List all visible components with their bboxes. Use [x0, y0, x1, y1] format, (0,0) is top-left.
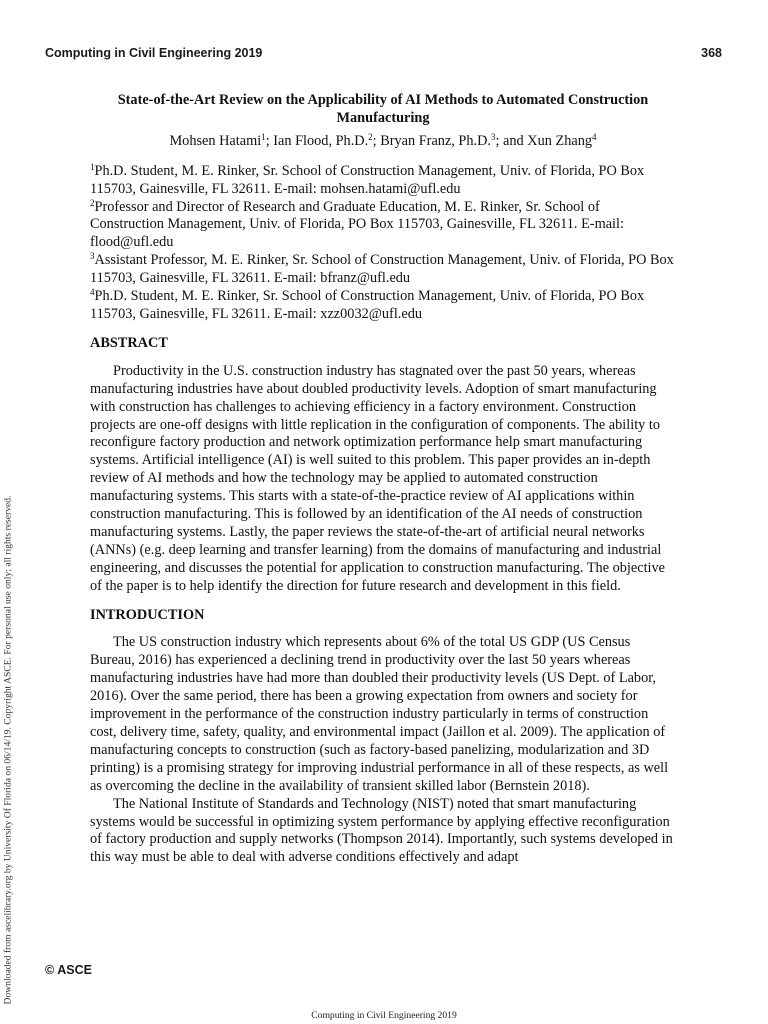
copyright-mark: © ASCE — [45, 963, 92, 977]
affiliation-sup: 3 — [90, 251, 95, 262]
affiliation-text: Assistant Professor, M. E. Rinker, Sr. School of Construction Management, Univ. of Florida, PO Box 115703, Gainesville, FL 32611. E-mail: bfranz@ufl.edu — [90, 252, 674, 287]
introduction-heading: INTRODUCTION — [90, 606, 205, 623]
abstract-paragraph: Productivity in the U.S. construction industry has stagnated over the past 50 years, whereas manufacturing industries have about doubled productivity levels. Adoption of smart manufacturing with construction has challenges to achieving efficiency in a factory environment. Construction projects are one-off designs with little replication in the configuration of components. The ability to reconfigure factory production and network optimization performance help smart manufacturing systems. Artificial intelligence (AI) is well suited to this problem. This paper provides an in-depth review of AI methods and how the technology may be applied to automated construction manufacturing systems. This starts with a state-of-the-practice review of AI applications within construction manufacturing. This is followed by an identification of the AI needs of construction manufacturing systems. Lastly, the paper reviews the state-of-the-art of artificial neural networks (ANNs) (e.g. deep learning and transfer learning) from the domains of manufacturing and industrial engineering, and discusses the potential for application to construction manufacturing. The objective of the paper is to help identify the direction for future research and development in this field. — [90, 362, 666, 594]
author-name: Mohsen Hatami — [169, 132, 262, 149]
intro-paragraph-1: The US construction industry which represents about 6% of the total US GDP (US Census Bureau, 2016) has experienced a declining trend in productivity over the last 50 years whereas manufacturing industries have had more than doubled their productivity levels (US Dept. of Labor, 2016). Over the same period, there has been a growing expectation from owners and society for improvement in the performance of the construction industry particularly in terms of construction cost, delivery time, safety, quality, and environmental impact (Jaillon et al. 2009). The application of manufacturing concepts to construction (such as factory-based panelizing, modularization and 3D printing) is a promising strategy for improving industrial performance in all of these respects, as well as overcoming the decline in the availability of transient skilled labor (Bernstein 2018). — [90, 634, 669, 794]
author-sup: 4 — [592, 131, 597, 142]
paper-content — [90, 92, 676, 867]
author-name: Bryan Franz, Ph.D. — [380, 132, 492, 149]
paper-title-line-1: State-of-the-Art Review on the Applicability of AI Methods to Automated Construction — [117, 92, 649, 108]
page-number: 368 — [701, 46, 722, 60]
abstract-heading: ABSTRACT — [90, 334, 168, 351]
running-footer-journal: Computing in Civil Engineering 2019 — [311, 1010, 457, 1021]
affiliation-text: Professor and Director of Research and Graduate Education, M. E. Rinker, Sr. School of Construction Management, Univ. of Florida, PO Box 115703, Gainesville, FL 32611. E-mail: flood@ufl.edu — [90, 198, 624, 251]
running-header-journal: Computing in Civil Engineering 2019 — [45, 46, 263, 60]
paper-title — [90, 92, 676, 128]
sidebar-margin — [0, 240, 16, 1005]
author-sup: 2 — [368, 131, 373, 142]
affiliation — [90, 252, 676, 288]
author-sup: 1 — [261, 131, 266, 142]
download-notice: Downloaded from ascelibrary.org by University Of Florida on 06/14/19. Copyright ASCE. For personal use only; all rights reserved. — [2, 495, 14, 1005]
affiliation-sup: 4 — [90, 287, 95, 298]
author-name: Ian Flood, Ph.D. — [273, 132, 369, 149]
author-list — [90, 133, 676, 151]
affiliation-sup: 2 — [90, 197, 95, 208]
paper-title-line-2: Manufacturing — [336, 109, 430, 126]
affiliation — [90, 288, 676, 324]
affiliation-text: Ph.D. Student, M. E. Rinker, Sr. School of Construction Management, Univ. of Florida, PO Box 115703, Gainesville, FL 32611. E-mail: xzz0032@ufl.edu — [90, 288, 645, 322]
affiliation — [90, 199, 676, 253]
affiliation-sup: 1 — [90, 161, 95, 172]
author-separator: ; — [372, 132, 381, 149]
affiliation-list — [90, 163, 676, 324]
affiliation — [90, 163, 676, 199]
intro-paragraph-2: The National Institute of Standards and Technology (NIST) noted that smart manufacturing systems would be successful in optimizing system performance by applying effective reconfiguration of factory production and supply networks (Thompson 2014). Importantly, such systems developed in this way must be able to deal with adverse conditions effectively and adapt — [90, 795, 673, 866]
author-separator: ; — [265, 132, 274, 149]
author-separator: ; and — [495, 132, 528, 149]
affiliation-text: Ph.D. Student, M. E. Rinker, Sr. School of Construction Management, Univ. of Florida, PO Box 115703, Gainesville, FL 32611. E-mail: mohsen.hatami@ufl.edu — [90, 162, 645, 197]
author-name: Xun Zhang — [527, 132, 593, 149]
author-sup: 3 — [491, 131, 496, 142]
